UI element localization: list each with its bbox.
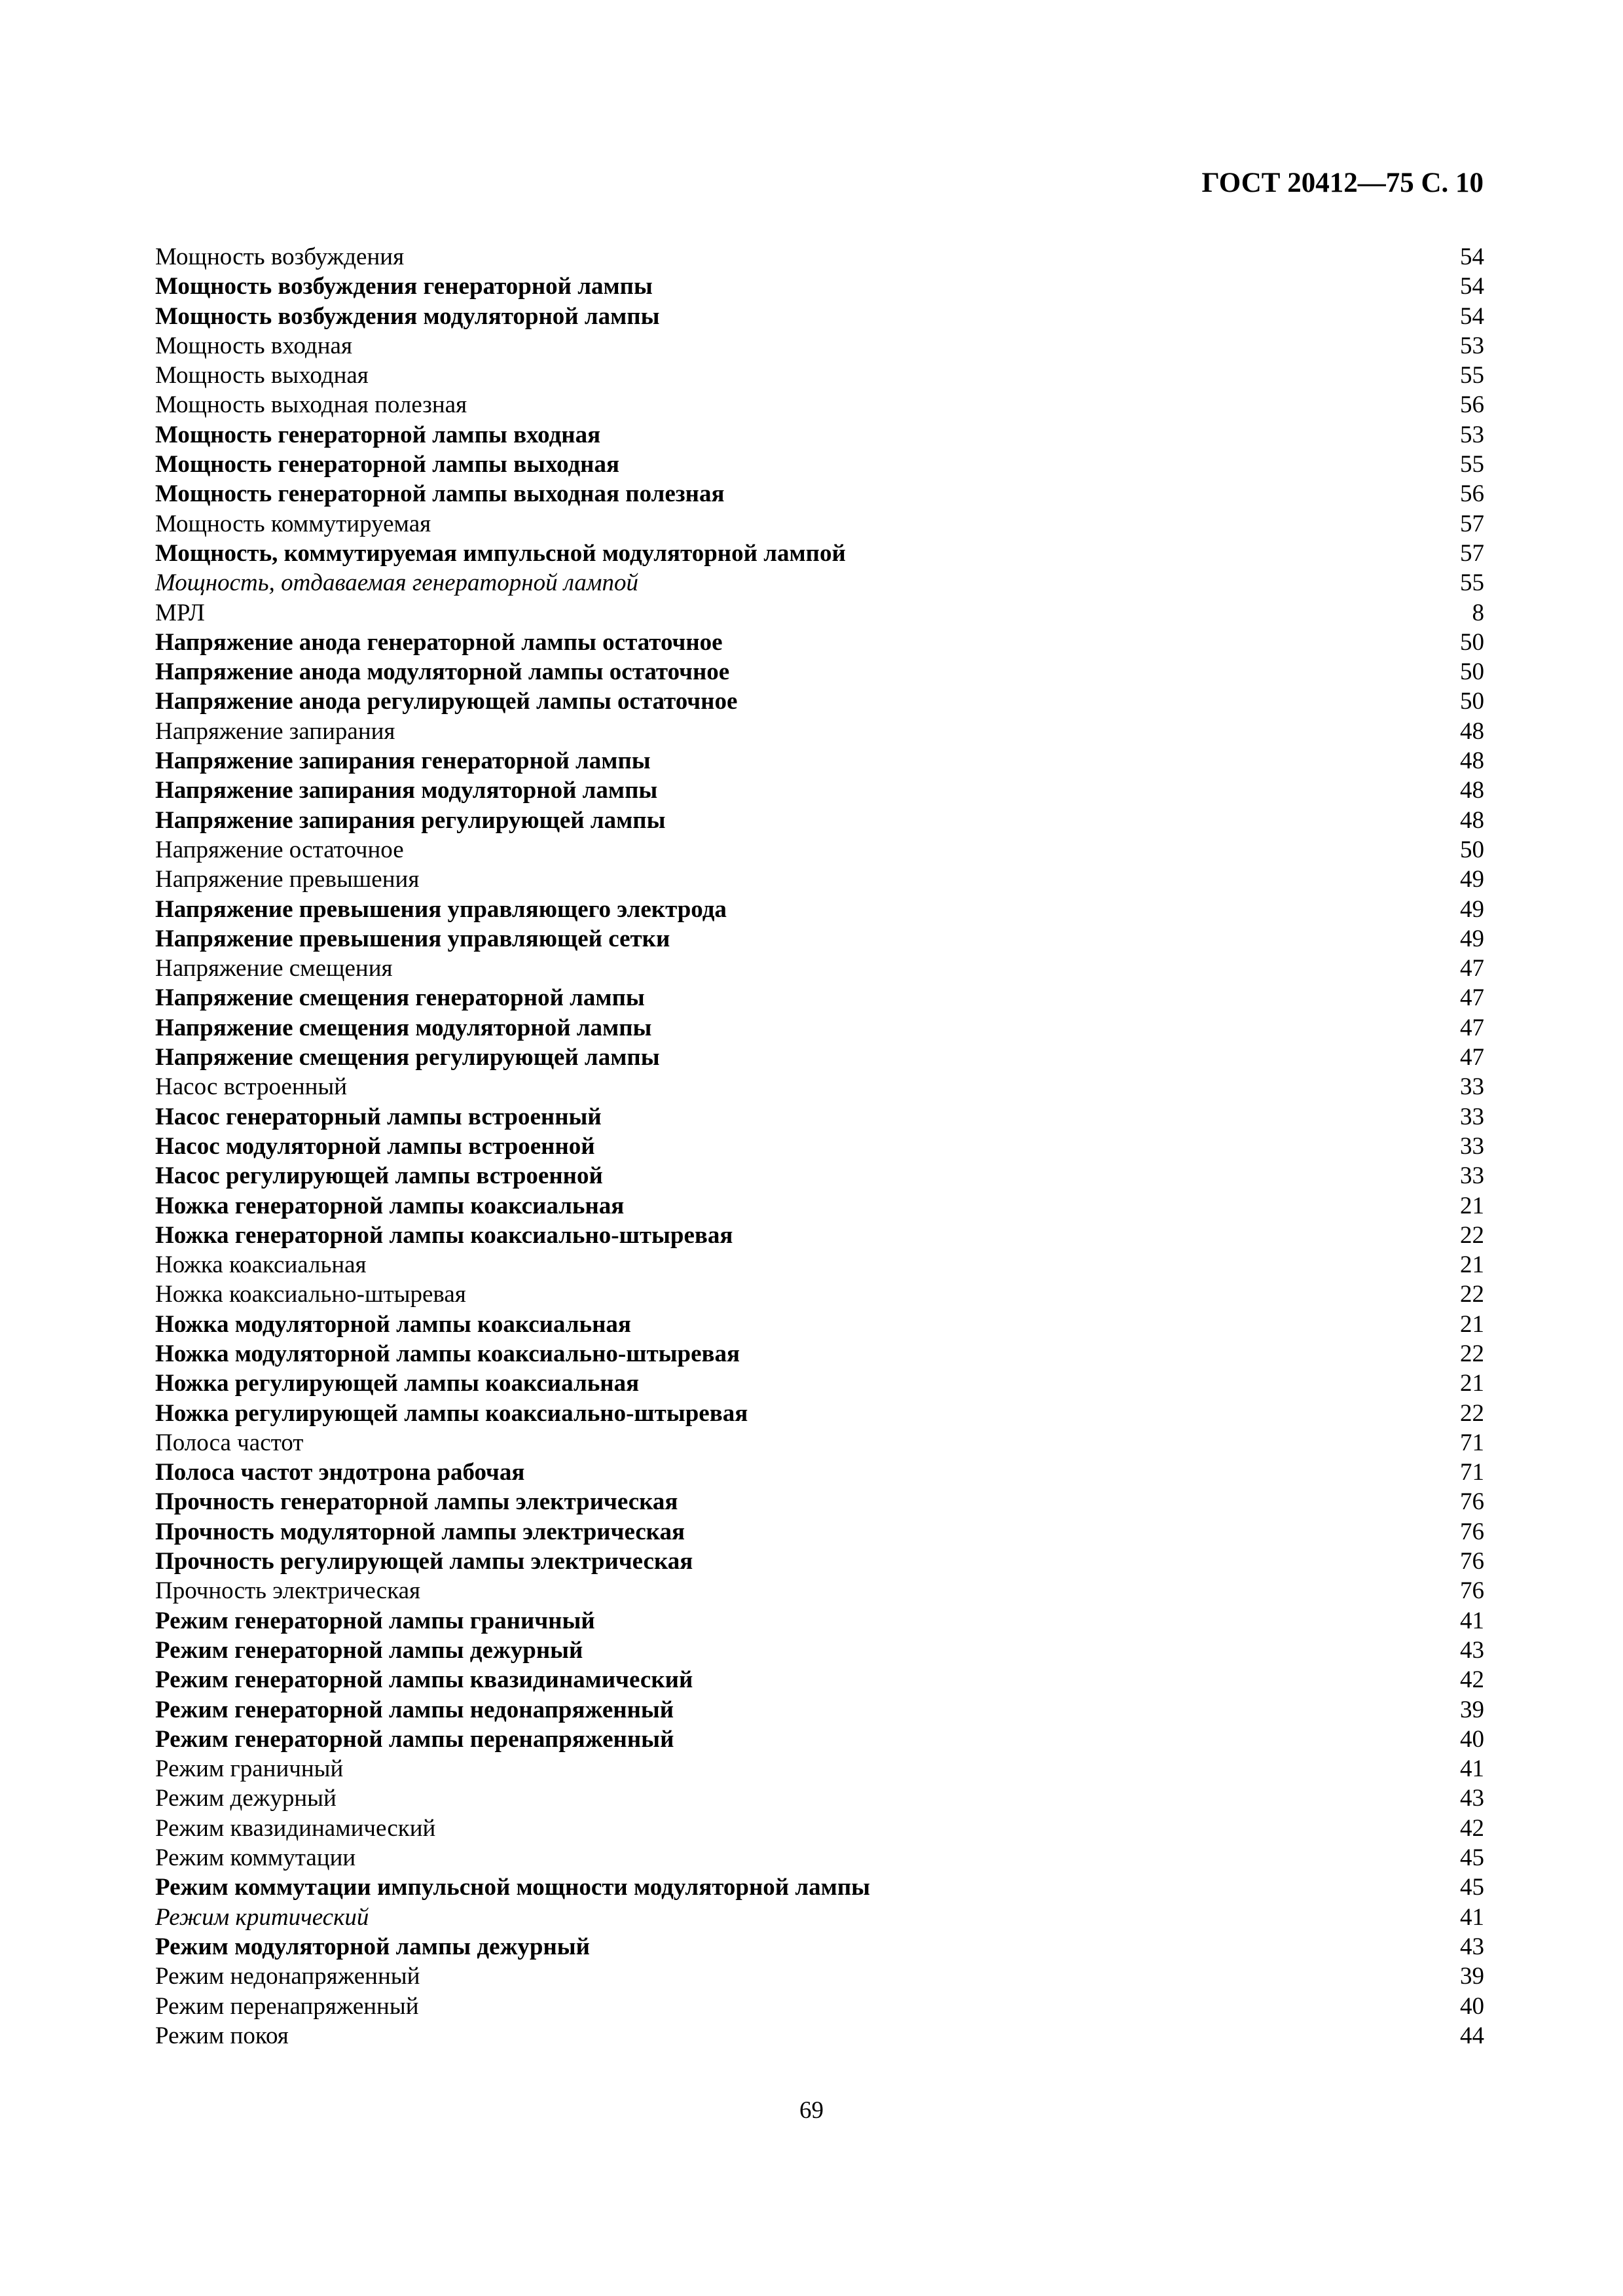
index-page-ref: 41 [1460, 1903, 1484, 1931]
index-term: Режим генераторной лампы граничный [155, 1607, 595, 1634]
index-page-ref: 76 [1460, 1577, 1484, 1605]
index-term: Прочность регулирующей лампы электрическая [155, 1548, 693, 1575]
index-term: Насос генераторный лампы встроенный [155, 1103, 602, 1130]
index-page-ref: 50 [1460, 658, 1484, 686]
index-entry [155, 420, 1484, 450]
index-page-ref: 54 [1460, 243, 1484, 270]
index-page-ref: 50 [1460, 688, 1484, 715]
index-entry [155, 746, 1484, 776]
index-entry [155, 1428, 1484, 1458]
index-entry [155, 598, 1484, 628]
page-number: 69 [799, 2097, 824, 2124]
index-entry [155, 1754, 1484, 1784]
index-term: МРЛ [155, 599, 205, 626]
index-term: Напряжение анода модуляторной лампы остаточное [155, 658, 730, 686]
term-index-list [155, 242, 1484, 2051]
index-term: Напряжение анода генераторной лампы остаточное [155, 628, 723, 656]
index-term: Режим генераторной лампы недонапряженный [155, 1696, 674, 1723]
index-entry [155, 450, 1484, 479]
index-page-ref: 50 [1460, 836, 1484, 863]
index-term: Мощность коммутируемая [155, 510, 431, 537]
index-page-ref: 48 [1460, 747, 1484, 775]
document-header: ГОСТ 20412—75 С. 10 [1201, 168, 1484, 198]
index-term: Режим коммутации [155, 1844, 356, 1872]
index-term: Ножка генераторной лампы коаксиально-штыревая [155, 1221, 733, 1249]
index-term: Прочность модуляторной лампы электрическая [155, 1518, 685, 1545]
index-entry [155, 1487, 1484, 1516]
index-term: Насос модуляторной лампы встроенной [155, 1132, 595, 1160]
index-term: Напряжение запирания генераторной лампы [155, 747, 651, 775]
index-term: Ножка коаксиально-штыревая [155, 1281, 466, 1308]
index-term: Напряжение запирания [155, 717, 395, 745]
index-term: Мощность возбуждения [155, 243, 405, 270]
index-page-ref: 22 [1460, 1221, 1484, 1249]
index-entry [155, 1962, 1484, 1991]
index-entry [155, 1280, 1484, 1309]
index-page-ref: 39 [1460, 1963, 1484, 1990]
index-page-ref: 43 [1460, 1636, 1484, 1664]
index-term: Ножка генераторной лампы коаксиальная [155, 1192, 625, 1219]
index-entry [155, 776, 1484, 805]
index-page-ref: 21 [1460, 1251, 1484, 1279]
index-page-ref: 22 [1460, 1340, 1484, 1367]
index-term: Режим квазидинамический [155, 1814, 436, 1842]
index-term: Напряжение запирания регулирующей лампы [155, 806, 666, 834]
index-term: Мощность выходная [155, 362, 369, 389]
index-entry [155, 1517, 1484, 1547]
index-page-ref: 44 [1460, 2022, 1484, 2049]
index-entry [155, 983, 1484, 1013]
index-entry [155, 1695, 1484, 1725]
index-page-ref: 40 [1460, 1992, 1484, 2020]
index-page-ref: 76 [1460, 1488, 1484, 1516]
index-page-ref: 33 [1460, 1073, 1484, 1101]
index-entry [155, 895, 1484, 924]
index-page-ref: 39 [1460, 1696, 1484, 1723]
index-term: Полоса частот эндотрона рабочая [155, 1459, 525, 1486]
index-page-ref: 33 [1460, 1103, 1484, 1130]
index-term: Ножка регулирующей лампы коаксиально-штыревая [155, 1399, 748, 1427]
index-entry [155, 1310, 1484, 1339]
index-page-ref: 22 [1460, 1281, 1484, 1308]
index-term: Мощность генераторной лампы выходная [155, 451, 620, 478]
index-page-ref: 76 [1460, 1548, 1484, 1575]
index-page-ref: 55 [1460, 451, 1484, 478]
index-term: Напряжение смещения [155, 955, 393, 982]
index-term: Напряжение смещения генераторной лампы [155, 984, 645, 1012]
index-term: Режим перенапряженный [155, 1992, 419, 2020]
index-entry [155, 272, 1484, 301]
index-entry [155, 1606, 1484, 1636]
index-term: Режим дежурный [155, 1785, 337, 1812]
index-entry [155, 865, 1484, 894]
index-term: Напряжение превышения управляющей сетки [155, 925, 670, 952]
index-entry [155, 1369, 1484, 1398]
index-term: Мощность генераторной лампы выходная полезная [155, 480, 725, 508]
index-entry [155, 806, 1484, 835]
index-page-ref: 48 [1460, 806, 1484, 834]
index-term: Режим генераторной лампы перенапряженный [155, 1725, 674, 1753]
index-page-ref: 50 [1460, 628, 1484, 656]
index-entry [155, 1191, 1484, 1221]
index-term: Ножка модуляторной лампы коаксиально-штыревая [155, 1340, 740, 1367]
index-entry [155, 539, 1484, 568]
index-page-ref: 55 [1460, 569, 1484, 597]
index-term: Мощность генераторной лампы входная [155, 421, 601, 448]
index-entry [155, 242, 1484, 272]
index-page-ref: 43 [1460, 1785, 1484, 1812]
index-page-ref: 49 [1460, 866, 1484, 893]
index-page-ref: 21 [1460, 1192, 1484, 1219]
index-entry [155, 954, 1484, 983]
index-term: Насос встроенный [155, 1073, 348, 1101]
index-entry [155, 1932, 1484, 1962]
index-term: Режим граничный [155, 1755, 344, 1783]
index-term: Режим коммутации импульсной мощности модуляторной лампы [155, 1874, 871, 1901]
index-term: Мощность входная [155, 332, 352, 359]
index-page-ref: 56 [1460, 480, 1484, 508]
index-entry [155, 1161, 1484, 1191]
index-page-ref: 54 [1460, 302, 1484, 330]
index-entry [155, 1221, 1484, 1250]
index-entry [155, 1547, 1484, 1576]
index-entry [155, 390, 1484, 420]
index-page-ref: 48 [1460, 717, 1484, 745]
index-page-ref: 76 [1460, 1518, 1484, 1545]
index-page-ref: 43 [1460, 1933, 1484, 1960]
index-entry [155, 302, 1484, 331]
index-term: Режим генераторной лампы дежурный [155, 1636, 583, 1664]
index-entry [155, 1250, 1484, 1280]
index-term: Ножка регулирующей лампы коаксиальная [155, 1370, 640, 1397]
index-entry [155, 1072, 1484, 1102]
index-term: Прочность генераторной лампы электрическая [155, 1488, 678, 1516]
index-entry [155, 1458, 1484, 1487]
index-entry [155, 1576, 1484, 1605]
index-page-ref: 49 [1460, 895, 1484, 923]
index-page-ref: 55 [1460, 362, 1484, 389]
index-entry [155, 657, 1484, 687]
index-entry [155, 1636, 1484, 1665]
index-entry [155, 1843, 1484, 1873]
index-entry [155, 1665, 1484, 1695]
index-entry [155, 1903, 1484, 1932]
index-page-ref: 47 [1460, 1044, 1484, 1071]
index-page-ref: 57 [1460, 510, 1484, 537]
index-page-ref: 45 [1460, 1844, 1484, 1872]
index-term: Режим модуляторной лампы дежурный [155, 1933, 590, 1960]
index-entry [155, 628, 1484, 657]
index-term: Напряжение остаточное [155, 836, 404, 863]
index-page-ref: 40 [1460, 1725, 1484, 1753]
index-term: Мощность возбуждения генераторной лампы [155, 273, 653, 300]
index-entry [155, 924, 1484, 954]
index-entry [155, 1784, 1484, 1813]
index-entry [155, 479, 1484, 509]
index-entry [155, 1873, 1484, 1902]
index-entry [155, 1102, 1484, 1132]
index-page-ref: 21 [1460, 1370, 1484, 1397]
index-page-ref: 47 [1460, 984, 1484, 1012]
index-term: Ножка модуляторной лампы коаксиальная [155, 1310, 631, 1338]
index-entry [155, 835, 1484, 865]
index-page-ref: 22 [1460, 1399, 1484, 1427]
index-term: Насос регулирующей лампы встроенной [155, 1162, 603, 1190]
index-page-ref: 41 [1460, 1755, 1484, 1783]
index-term: Режим недонапряженный [155, 1963, 420, 1990]
index-entry [155, 568, 1484, 598]
index-term: Режим покоя [155, 2022, 289, 2049]
index-term: Мощность, отдаваемая генераторной лампой [155, 569, 639, 597]
index-page-ref: 57 [1460, 539, 1484, 567]
index-entry [155, 1399, 1484, 1428]
index-term: Напряжение превышения [155, 866, 420, 893]
index-term: Прочность электрическая [155, 1577, 421, 1605]
index-page-ref: 53 [1460, 332, 1484, 359]
index-term: Напряжение запирания модуляторной лампы [155, 777, 658, 804]
index-page-ref: 33 [1460, 1162, 1484, 1190]
index-term: Ножка коаксиальная [155, 1251, 367, 1279]
index-entry [155, 1132, 1484, 1161]
index-page-ref: 53 [1460, 421, 1484, 448]
index-page-ref: 71 [1460, 1459, 1484, 1486]
index-entry [155, 361, 1484, 390]
index-entry [155, 717, 1484, 746]
index-entry [155, 1725, 1484, 1754]
index-term: Напряжение смещения модуляторной лампы [155, 1014, 652, 1041]
index-page-ref: 21 [1460, 1310, 1484, 1338]
index-entry [155, 331, 1484, 361]
index-page-ref: 49 [1460, 925, 1484, 952]
index-page-ref: 33 [1460, 1132, 1484, 1160]
index-term: Полоса частот [155, 1429, 304, 1456]
index-term: Режим генераторной лампы квазидинамический [155, 1666, 693, 1694]
index-page-ref: 48 [1460, 777, 1484, 804]
index-entry [155, 1992, 1484, 2021]
index-term: Мощность выходная полезная [155, 391, 467, 419]
index-page-ref: 54 [1460, 273, 1484, 300]
index-entry [155, 2021, 1484, 2051]
index-page-ref: 8 [1472, 599, 1484, 626]
index-term: Напряжение анода регулирующей лампы остаточное [155, 688, 738, 715]
index-page-ref: 56 [1460, 391, 1484, 419]
index-page-ref: 41 [1460, 1607, 1484, 1634]
index-page-ref: 71 [1460, 1429, 1484, 1456]
index-entry [155, 1814, 1484, 1843]
index-page-ref: 42 [1460, 1666, 1484, 1694]
index-entry [155, 1013, 1484, 1043]
index-page-ref: 47 [1460, 1014, 1484, 1041]
index-term: Мощность, коммутируемая импульсной модуляторной лампой [155, 539, 846, 567]
index-entry [155, 509, 1484, 539]
index-term: Режим критический [155, 1903, 369, 1931]
index-entry [155, 1043, 1484, 1072]
index-page-ref: 45 [1460, 1874, 1484, 1901]
index-entry [155, 1339, 1484, 1369]
index-term: Мощность возбуждения модуляторной лампы [155, 302, 660, 330]
index-page-ref: 47 [1460, 955, 1484, 982]
index-entry [155, 687, 1484, 716]
index-page-ref: 42 [1460, 1814, 1484, 1842]
index-term: Напряжение превышения управляющего электрода [155, 895, 727, 923]
index-term: Напряжение смещения регулирующей лампы [155, 1044, 660, 1071]
